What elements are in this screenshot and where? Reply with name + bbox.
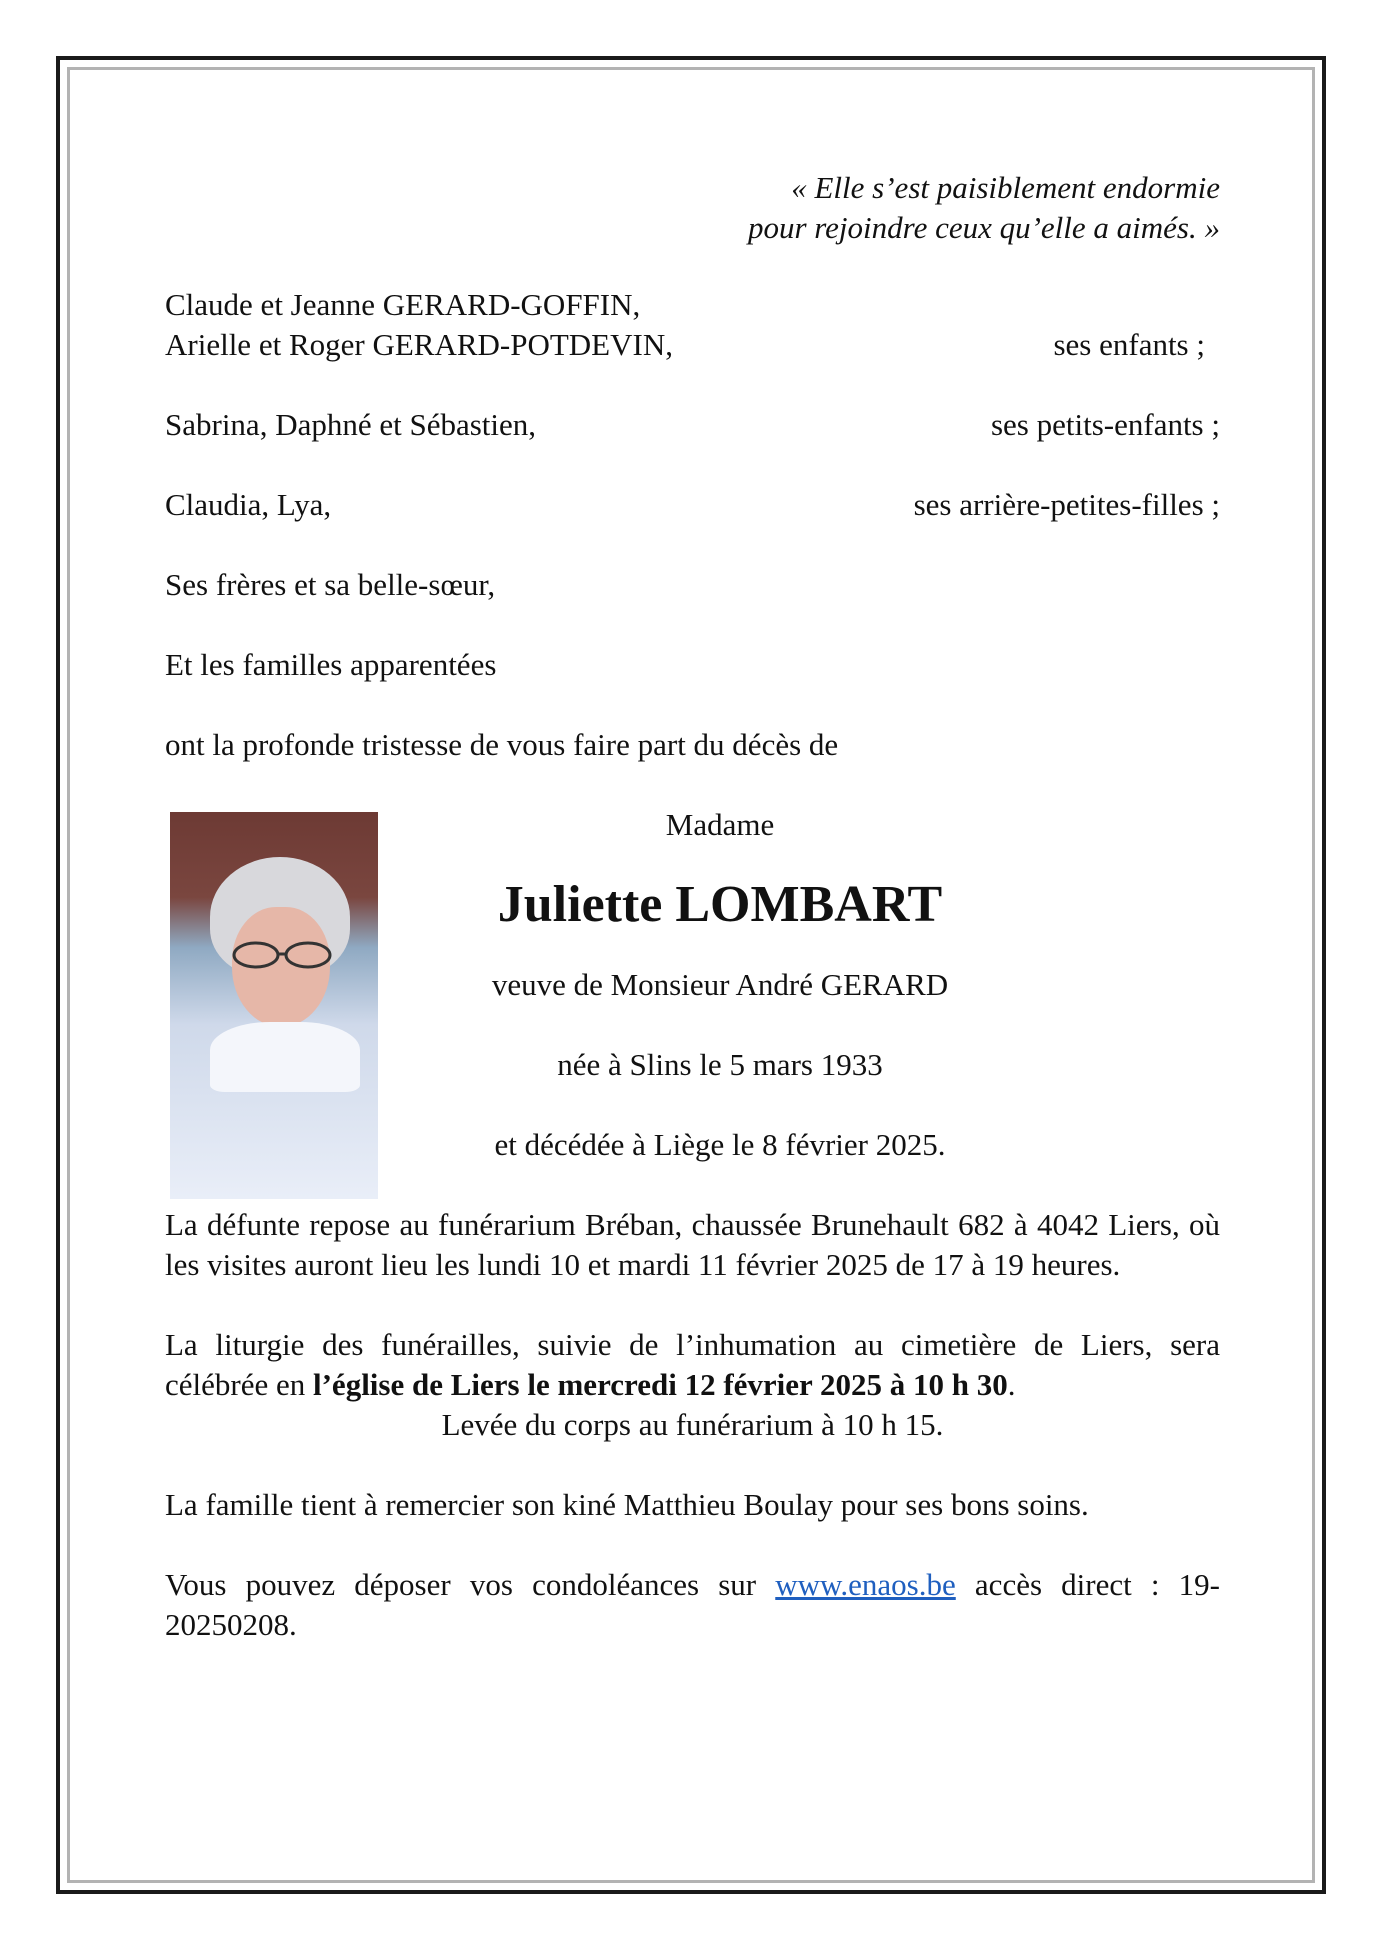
deceased-title: Madame [665, 807, 775, 842]
funeral-place-time: l’église de Liers le mercredi 12 février 2025 à 10 h 30 [313, 1367, 1008, 1402]
widow-of: veuve de Monsieur André GERARD [491, 967, 949, 1002]
great-grandchildren-role: ses arrière-petites-filles ; [913, 487, 1220, 522]
funeral-end: . [1007, 1367, 1016, 1402]
siblings-line: Ses frères et sa belle-sœur, [165, 567, 496, 602]
funeral-intro: La liturgie des funérailles, suivie de l’inhumation au cimetière de Liers, sera célébrée en [165, 1327, 1220, 1402]
portrait-glasses [230, 940, 334, 970]
grandchildren-row [165, 405, 1235, 445]
epigraph-line-1: « Elle s’est paisiblement endormie [791, 170, 1220, 205]
condolences-after: accès direct : 19-20250208. [165, 1567, 1221, 1642]
thanks-line: La famille tient à remercier son kiné Matthieu Boulay pour ses bons soins. [165, 1487, 1089, 1522]
children-role: ses enfants ; [1053, 327, 1205, 362]
condolences-paragraph [165, 1565, 1220, 1645]
great-grandchildren-row [165, 485, 1235, 525]
funeral-paragraph [165, 1325, 1220, 1405]
deceased-name: Juliette LOMBART [497, 876, 943, 933]
grandchildren-names: Sabrina, Daphné et Sébastien, [165, 407, 537, 442]
epigraph [165, 168, 1220, 248]
children-block [165, 285, 1220, 365]
procession-line: Levée du corps au funérarium à 10 h 15. [441, 1407, 944, 1442]
epigraph-line-2: pour rejoindre ceux qu’elle a aimés. » [747, 210, 1220, 245]
children-line-1: Claude et Jeanne GERARD-GOFFIN, [165, 287, 641, 322]
condolences-link[interactable]: www.enaos.be [775, 1567, 956, 1602]
portrait-photo [170, 812, 378, 1199]
birth-info: née à Slins le 5 mars 1933 [557, 1047, 883, 1082]
relatives-line: Et les familles apparentées [165, 647, 497, 682]
portrait-collar [210, 1022, 360, 1092]
children-line-2: Arielle et Roger GERARD-POTDEVIN, [165, 327, 673, 362]
condolences-before: Vous pouvez déposer vos condoléances sur [165, 1567, 776, 1602]
children-row [165, 325, 1220, 365]
announcement-line: ont la profonde tristesse de vous faire part du décès de [165, 727, 839, 762]
death-info: et décédée à Liège le 8 février 2025. [494, 1127, 946, 1162]
grandchildren-role: ses petits-enfants ; [990, 407, 1220, 442]
great-grandchildren-names: Claudia, Lya, [165, 487, 332, 522]
visitation-paragraph: La défunte repose au funérarium Bréban, chaussée Brunehault 682 à 4042 Liers, où les visites auront lieu les lundi 10 et mardi 11 février 2025 de 17 à 19 heures. [165, 1207, 1220, 1282]
